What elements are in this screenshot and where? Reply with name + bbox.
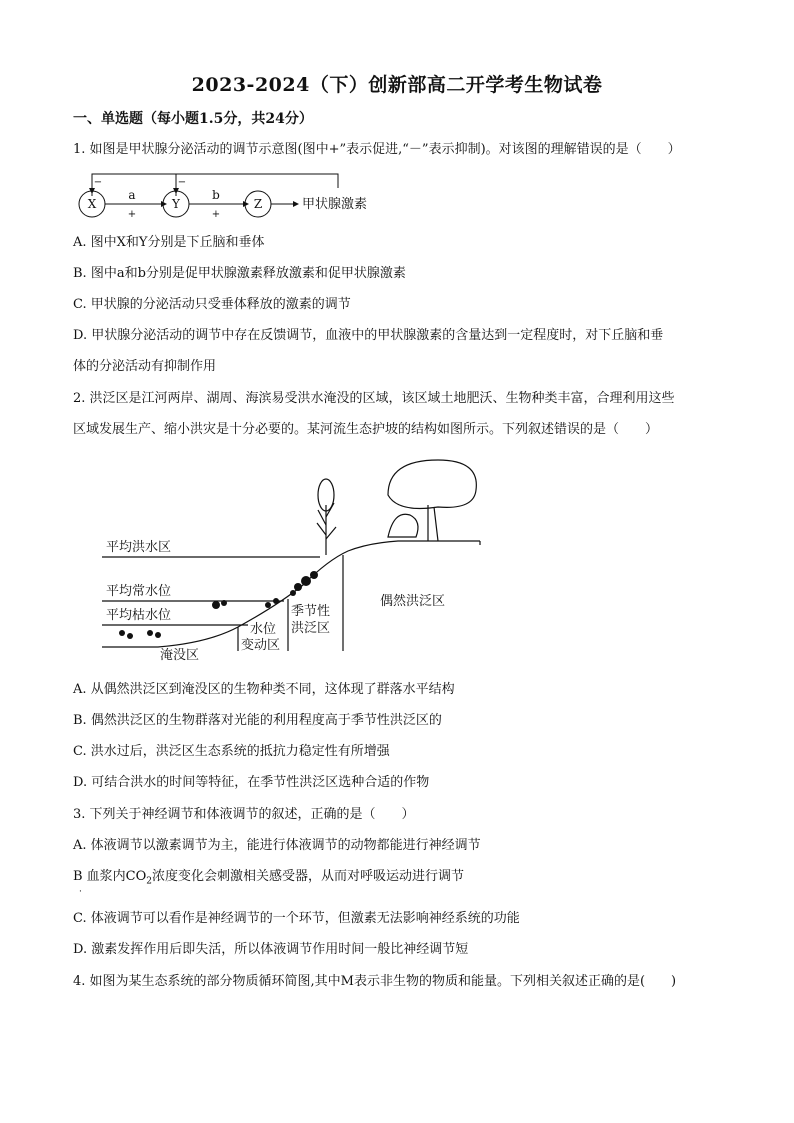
label-submerged: 淹没区 <box>160 648 200 663</box>
q3-option-d: D. 激素发挥作用后即失活，所以体液调节作用时间一般比神经调节短 <box>73 942 469 957</box>
arrowhead-output <box>293 201 299 207</box>
shrub-5 <box>265 602 271 608</box>
plant-3 <box>147 630 153 636</box>
shrub-6 <box>273 598 279 604</box>
q1-option-c: C. 甲状腺的分泌活动只受垂体释放的激素的调节 <box>73 297 351 312</box>
q3-option-c: C. 体液调节可以看作是神经调节的一个环节，但激素无法影响神经系统的功能 <box>73 911 520 926</box>
shrub-7 <box>212 601 220 609</box>
q2-stem-line2: 区域发展生产、缩小洪灾是十分必要的。某河流生态护坡的结构如图所示。下列叙述错误的是（ ） <box>73 422 659 437</box>
q1-option-d-cont: 体的分泌活动有抑制作用 <box>73 359 217 374</box>
shrub-2 <box>301 576 311 586</box>
arrow-a-plus: + <box>127 209 137 220</box>
q4-stem: 4. 如图为某生态系统的部分物质循环简图,其中M表示非生物的物质和能量。下列相关叙述正确的是( ) <box>73 974 677 989</box>
shrub-8 <box>221 600 227 606</box>
q3-option-a: A. 体液调节以激素调节为主，能进行体液调节的动物都能进行神经调节 <box>73 838 481 853</box>
q1-option-a: A. 图中X和Y分别是下丘脑和垂体 <box>73 235 265 250</box>
node-x-label: X <box>87 197 97 211</box>
label-fluctuation-2: 变动区 <box>241 638 281 653</box>
q3-option-b-sub: 2 <box>146 876 153 887</box>
q2-stem-line1: 2. 洪泛区是江河两岸、湖周、海滨易受洪水淹没的区域，该区域土地肥沃、生物种类丰富，合理利用这些 <box>73 391 675 406</box>
q3-stem: 3. 下列关于神经调节和体液调节的叙述，正确的是（ ） <box>73 807 415 822</box>
arrow-b-label: b <box>212 188 220 202</box>
q2-option-b: B. 偶然洪泛区的生物群落对光能的利用程度高于季节性洪泛区的 <box>73 713 442 728</box>
plant-1 <box>119 630 125 636</box>
q3-option-b-pre: B 血浆内CO <box>73 869 147 884</box>
page-title: 2023-2024（下）创新部高二开学考生物试卷 <box>191 74 603 96</box>
node-y-label: Y <box>172 197 180 211</box>
q1-feedback-diagram <box>76 166 396 226</box>
label-seasonal-2: 洪泛区 <box>291 621 331 636</box>
tree-large-crown <box>388 460 476 509</box>
node-z-label: Z <box>253 197 263 211</box>
label-dry-level: 平均枯水位 <box>106 608 172 623</box>
plant-4 <box>155 632 161 638</box>
arrow-b-plus: + <box>211 209 221 220</box>
shrub-1 <box>294 583 302 591</box>
arrowhead-a <box>161 201 167 207</box>
label-fluctuation-1: 水位 <box>250 622 277 637</box>
bush-right <box>388 514 418 537</box>
plant-2 <box>127 633 133 639</box>
tree-large-trunk <box>428 505 438 541</box>
label-occasional: 偶然洪泛区 <box>380 594 446 609</box>
q3-option-b <box>73 868 464 891</box>
q2-option-c: C. 洪水过后，洪泛区生态系统的抵抗力稳定性有所增强 <box>73 744 390 759</box>
arrow-a-label: a <box>128 188 136 202</box>
label-flood-level: 平均洪水区 <box>106 540 172 555</box>
q3-option-b-post: 浓度变化会刺激相关感受器，从而对呼吸运动进行调节 <box>152 869 465 884</box>
shrub-4 <box>290 590 296 596</box>
label-seasonal-1: 季节性 <box>291 604 331 619</box>
shrub-3 <box>310 571 318 579</box>
feedback-x-minus: − <box>93 177 103 188</box>
arrowhead-b <box>243 201 249 207</box>
feedback-y-minus: − <box>177 177 187 188</box>
q2-option-a: A. 从偶然洪泛区到淹没区的生物种类不同，这体现了群落水平结构 <box>73 682 455 697</box>
q1-option-d: D. 甲状腺分泌活动的调节中存在反馈调节，血液中的甲状腺激素的含量达到一定程度时，对下丘脑和垂 <box>73 328 664 343</box>
section-heading: 一、单选题（每小题1.5分，共24分） <box>73 111 313 127</box>
output-label: 甲状腺激素 <box>302 197 368 212</box>
stray-mark: · <box>79 887 82 897</box>
q2-option-d: D. 可结合洪水的时间等特征，在季节性洪泛区选种合适的作物 <box>73 775 430 790</box>
q1-stem: 1. 如图是甲状腺分泌活动的调节示意图(图中+”表示促进,“－”表示抑制)。对该图的理解错误的是（ ） <box>73 142 681 157</box>
label-normal-level: 平均常水位 <box>106 584 172 599</box>
q2-riverbank-diagram <box>98 455 484 665</box>
q1-option-b: B. 图中a和b分别是促甲状腺激素释放激素和促甲状腺激素 <box>73 266 406 281</box>
